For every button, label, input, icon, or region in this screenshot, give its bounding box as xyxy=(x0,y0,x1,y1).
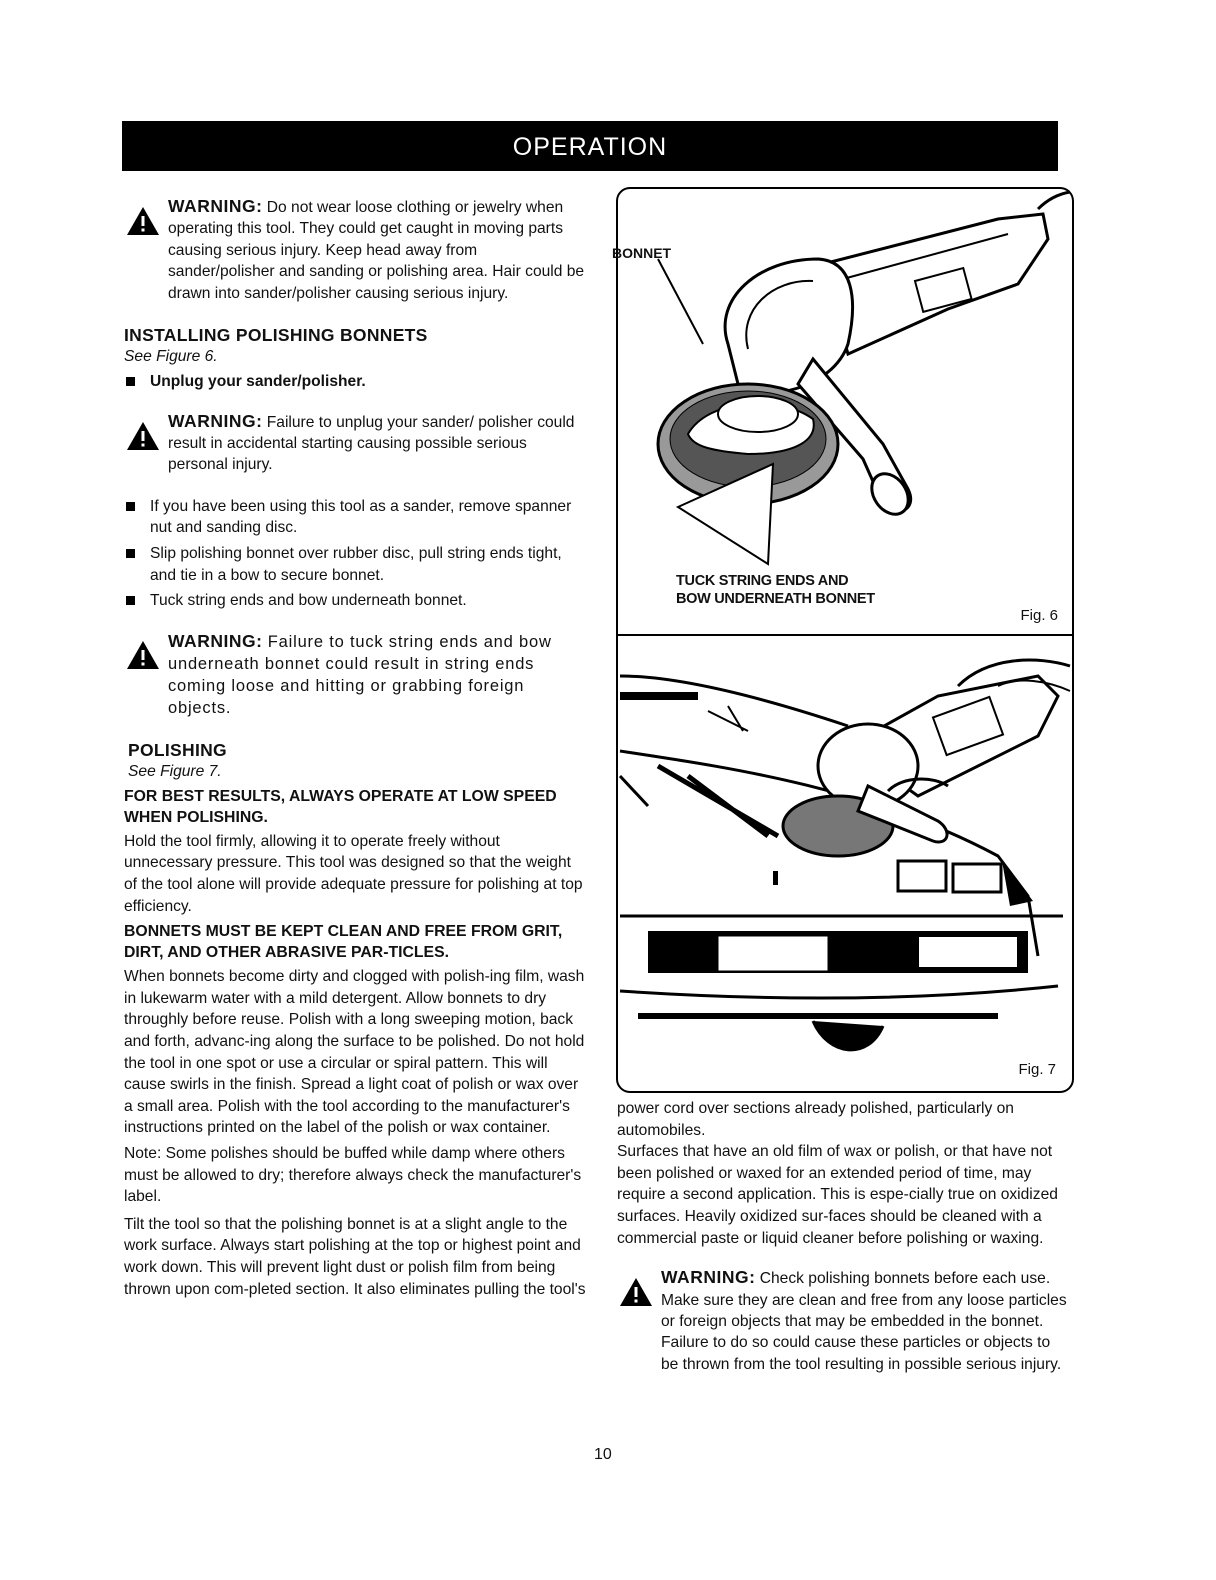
unplug-text: Unplug your sander/polisher. xyxy=(150,373,366,391)
step-text: Tuck string ends and bow underneath bonnet. xyxy=(150,592,467,610)
left-column xyxy=(124,196,586,1300)
note-paragraph xyxy=(124,1143,586,1208)
warning-label: WARNING: xyxy=(168,410,263,431)
step-bullet xyxy=(124,496,586,539)
see-figure-7: See Figure 7. xyxy=(128,762,222,780)
warning-text: Failure to unplug your sander/ polisher could result in accidental starting causing possible serious personal injury. xyxy=(168,413,575,474)
figure-box xyxy=(612,187,1074,1093)
installing-heading: INSTALLING POLISHING BONNETS xyxy=(124,325,428,346)
car-polishing-illustration xyxy=(618,636,1072,1091)
warning-label: WARNING: xyxy=(661,1267,756,1288)
right-column xyxy=(617,1098,1069,1395)
bonnets-clean-note: BONNETS MUST BE KEPT CLEAN AND FREE FROM GRIT, DIRT, AND OTHER ABRASIVE PAR-TICLES. xyxy=(124,923,563,962)
fig6-caption-line-1: TUCK STRING ENDS AND xyxy=(676,573,849,589)
warning-triangle-icon xyxy=(126,421,160,451)
best-results-note: FOR BEST RESULTS, ALWAYS OPERATE AT LOW SPEED WHEN POLISHING. xyxy=(124,787,557,826)
fig6-caption xyxy=(676,572,875,608)
page-number: 10 xyxy=(594,1446,612,1463)
step-bullet xyxy=(124,543,586,586)
warning-label: WARNING: xyxy=(168,630,263,651)
polishing-para-5: Surfaces that have an old film of wax or polish, or that have not been polished or waxed for an extended period of time, may require a second application. This is espe-cially true on oxidized surfaces. Heavily oxidized sur-faces should be cleaned with a commercial paste or liquid cleaner before polishing or waxing. xyxy=(617,1143,1058,1247)
polishing-heading: POLISHING xyxy=(128,739,227,760)
warning-block xyxy=(124,630,586,719)
polishing-para-4: power cord over sections already polished, particularly on automobiles. xyxy=(617,1100,1014,1139)
bonnet-label: BONNET xyxy=(612,245,672,261)
unplug-bullet xyxy=(124,371,586,393)
step-text: Slip polishing bonnet over rubber disc, pull string ends tight, and tie in a bow to secure bonnet. xyxy=(150,545,562,584)
sander-polisher-illustration xyxy=(618,189,1072,634)
warning-block xyxy=(124,411,586,476)
fig6-caption-line-2: BOW UNDERNEATH BONNET xyxy=(676,591,875,607)
warning-text: Do not wear loose clothing or jewelry when operating this tool. They could get caught in moving parts causing serious injury. Keep head away from sander/polisher and sanding or polishing area. Hair could be drawn into sander/polisher causing serious injury. xyxy=(168,199,585,302)
warning-block xyxy=(617,1267,1069,1375)
note-label: Note: xyxy=(124,1144,162,1162)
see-figure-6: See Figure 6. xyxy=(124,348,218,366)
step-bullet xyxy=(124,590,586,612)
warning-label: WARNING: xyxy=(168,196,263,216)
step-text: If you have been using this tool as a sander, remove spanner nut and sanding disc. xyxy=(150,497,572,537)
warning-text: Check polishing bonnets before each use. Make sure they are clean and free from any loose particles or foreign objects that may be embedded in the bonnet. Failure to do so could cause these particles or objects to be thrown from the tool resulting in possible serious injury. xyxy=(661,1270,1067,1373)
warning-triangle-icon xyxy=(126,206,160,236)
warning-triangle-icon xyxy=(619,1277,653,1307)
section-header xyxy=(122,121,1058,171)
polishing-para-2: When bonnets become dirty and clogged with polish-ing film, wash in lukewarm water with a mild detergent. Allow bonnets to dry throughly before reuse. Polish with a long sweeping motion, back and forth, advanc-ing along the surface to be polished. Do not hold the tool in one spot or use a circular or spiral pattern. This will cause swirls in the finish. Spread a light coat of polish or wax over a small area. Polish with the tool according to the manufacturer's instructions printed on the label of the polish or wax container. xyxy=(124,968,585,1137)
note-text: Some polishes should be buffed while damp where others must be allowed to dry; therefore always check the manufacturer's label. xyxy=(124,1144,582,1206)
warning-triangle-icon xyxy=(126,640,160,670)
polishing-para-1: Hold the tool firmly, allowing it to operate freely without unnecessary pressure. This tool was designed so that the weight of the tool alone will provide adequate pressure for polishing at top efficiency. xyxy=(124,832,583,915)
warning-block xyxy=(124,196,586,304)
warning-text: Failure to tuck string ends and bow underneath bonnet could result in string ends coming loose and hitting or grabbing foreign objects. xyxy=(168,632,552,717)
polishing-para-3: Tilt the tool so that the polishing bonnet is at a slight angle to the work surface. Always start polishing at the top or highest point and work down. This will prevent light dust or polish film from being thrown upon com-pleted section. It also eliminates pulling the tool's xyxy=(124,1215,586,1298)
fig7-label: Fig. 7 xyxy=(1018,1061,1056,1078)
section-title: OPERATION xyxy=(512,133,668,161)
fig6-label: Fig. 6 xyxy=(1020,607,1058,624)
